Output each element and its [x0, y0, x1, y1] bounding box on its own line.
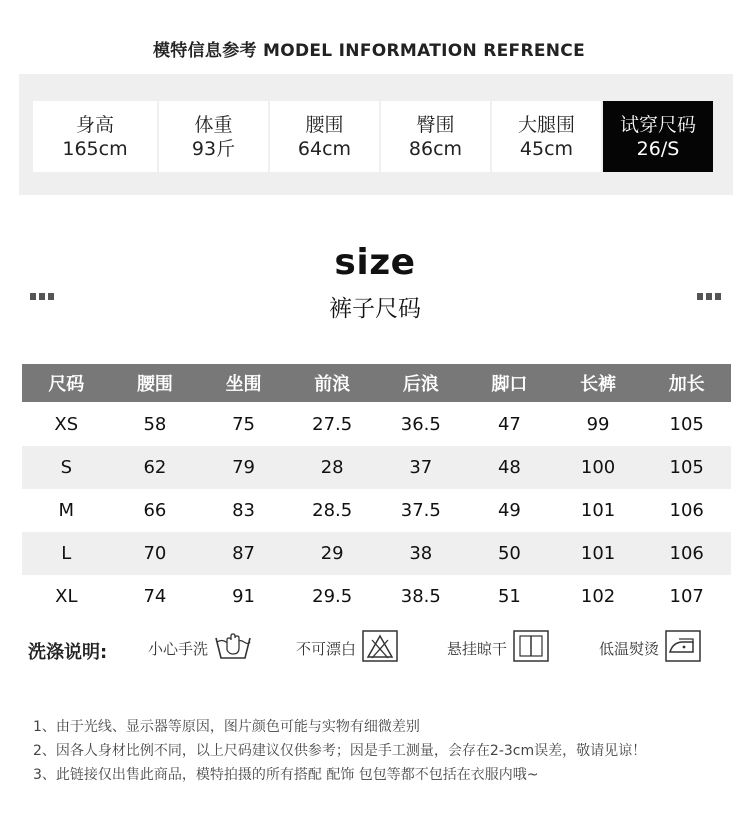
left-dots-decoration	[30, 293, 54, 300]
table-row	[22, 575, 731, 618]
note-line: 2、因各人身材比例不同，以上尺码建议仅供参考；因是手工测量，会存在2-3cm误差，敬请见谅！	[33, 743, 647, 759]
model-info-value: 26/S	[636, 137, 680, 160]
table-row	[22, 489, 731, 532]
wash-item-label: 小心手洗	[148, 639, 209, 658]
model-info-hip	[381, 101, 490, 172]
note-line: 3、此链接仅出售此商品，模特拍摄的所有搭配 配饰 包包等都不包括在衣服内哦~	[33, 767, 539, 783]
model-info-label: 体重	[194, 113, 233, 136]
table-cell: 102	[580, 586, 616, 607]
table-cell: 37.5	[400, 500, 441, 521]
wash-item-label: 低温熨烫	[599, 639, 660, 658]
table-cell: 106	[669, 500, 704, 521]
table-cell: 50	[465, 532, 554, 575]
table-cell: 105	[642, 446, 731, 489]
low-iron-icon	[665, 630, 701, 666]
table-cell: 47	[497, 413, 521, 435]
size-table	[22, 364, 731, 618]
table-cell: 101	[580, 500, 616, 521]
table-cell: 105	[669, 413, 704, 435]
table-cell: XL	[55, 586, 78, 607]
model-info-value: 45cm	[519, 137, 574, 160]
header-cell: 尺码	[22, 364, 111, 402]
header-cell: 加长	[642, 364, 731, 402]
table-cell: 28	[288, 446, 377, 489]
model-info-label: 臀围	[416, 113, 455, 136]
model-info-value: 93斤	[191, 137, 236, 160]
table-cell: 62	[111, 446, 200, 489]
header-cell: 前浪	[288, 364, 377, 402]
table-cell: 83	[232, 500, 256, 521]
table-cell: 29.5	[312, 586, 353, 607]
size-heading: size	[334, 242, 416, 283]
wash-item-label: 悬挂晾干	[447, 639, 508, 658]
table-cell: 28.5	[312, 500, 353, 521]
size-subheading: 裤子尺码	[329, 296, 421, 322]
model-info-height	[33, 101, 157, 172]
header-cell: 后浪	[377, 364, 466, 402]
table-cell: 70	[111, 532, 200, 575]
header-cell: 脚口	[465, 364, 554, 402]
wash-item-label: 不可漂白	[296, 639, 357, 658]
model-info-value: 86cm	[408, 137, 463, 160]
table-row	[22, 532, 731, 575]
header-cell: 腰围	[111, 364, 200, 402]
table-cell: 49	[497, 500, 521, 521]
table-cell: 99	[586, 413, 610, 435]
table-cell: 66	[143, 500, 167, 521]
no-bleach-icon	[362, 630, 398, 666]
wash-item-low-iron	[599, 630, 701, 666]
note-line: 1、由于光线、显示器等原因，图片颜色可能与实物有细微差别	[33, 719, 420, 735]
model-info-thigh	[492, 101, 601, 172]
wash-item-hand-wash	[148, 630, 252, 666]
table-cell: 48	[465, 446, 554, 489]
size-table-header	[22, 364, 731, 402]
header-cell: 坐围	[199, 364, 288, 402]
wash-item-no-bleach	[296, 630, 398, 666]
table-row	[22, 402, 731, 446]
table-cell: 29	[288, 532, 377, 575]
table-cell: XS	[54, 413, 79, 435]
table-cell: 38.5	[400, 586, 441, 607]
model-info-title: 模特信息参考 MODEL INFORMATION REFRENCE	[153, 41, 585, 61]
table-row	[22, 446, 731, 489]
wash-label: 洗涤说明:	[28, 642, 108, 663]
table-cell: 101	[554, 532, 643, 575]
table-cell: 91	[232, 586, 256, 607]
table-cell: L	[22, 532, 111, 575]
table-cell: 107	[669, 586, 704, 607]
model-info-panel	[19, 74, 733, 195]
table-cell: 37	[377, 446, 466, 489]
model-info-label: 试穿尺码	[619, 113, 696, 136]
table-cell: S	[22, 446, 111, 489]
table-cell: 27.5	[312, 413, 353, 435]
model-info-label: 大腿围	[517, 113, 575, 136]
table-cell: 36.5	[400, 413, 441, 435]
model-info-waist	[270, 101, 379, 172]
table-cell: 58	[143, 413, 167, 435]
model-info-label: 腰围	[305, 113, 344, 136]
wash-item-hang-dry	[447, 630, 549, 666]
model-info-value: 165cm	[62, 137, 128, 160]
model-info-value: 64cm	[297, 137, 352, 160]
table-cell: 87	[199, 532, 288, 575]
table-cell: 51	[497, 586, 521, 607]
table-cell: 75	[232, 413, 256, 435]
table-cell: 106	[642, 532, 731, 575]
table-cell: M	[58, 500, 75, 521]
hang-dry-icon	[513, 630, 549, 666]
hand-wash-icon	[214, 630, 252, 666]
table-cell: 100	[554, 446, 643, 489]
model-info-trial-size	[603, 101, 713, 172]
right-dots-decoration	[697, 293, 721, 300]
notes	[33, 715, 646, 787]
model-info-weight	[159, 101, 268, 172]
table-cell: 74	[143, 586, 167, 607]
model-info-label: 身高	[75, 113, 114, 136]
table-cell: 79	[199, 446, 288, 489]
table-cell: 38	[377, 532, 466, 575]
header-cell: 长裤	[554, 364, 643, 402]
